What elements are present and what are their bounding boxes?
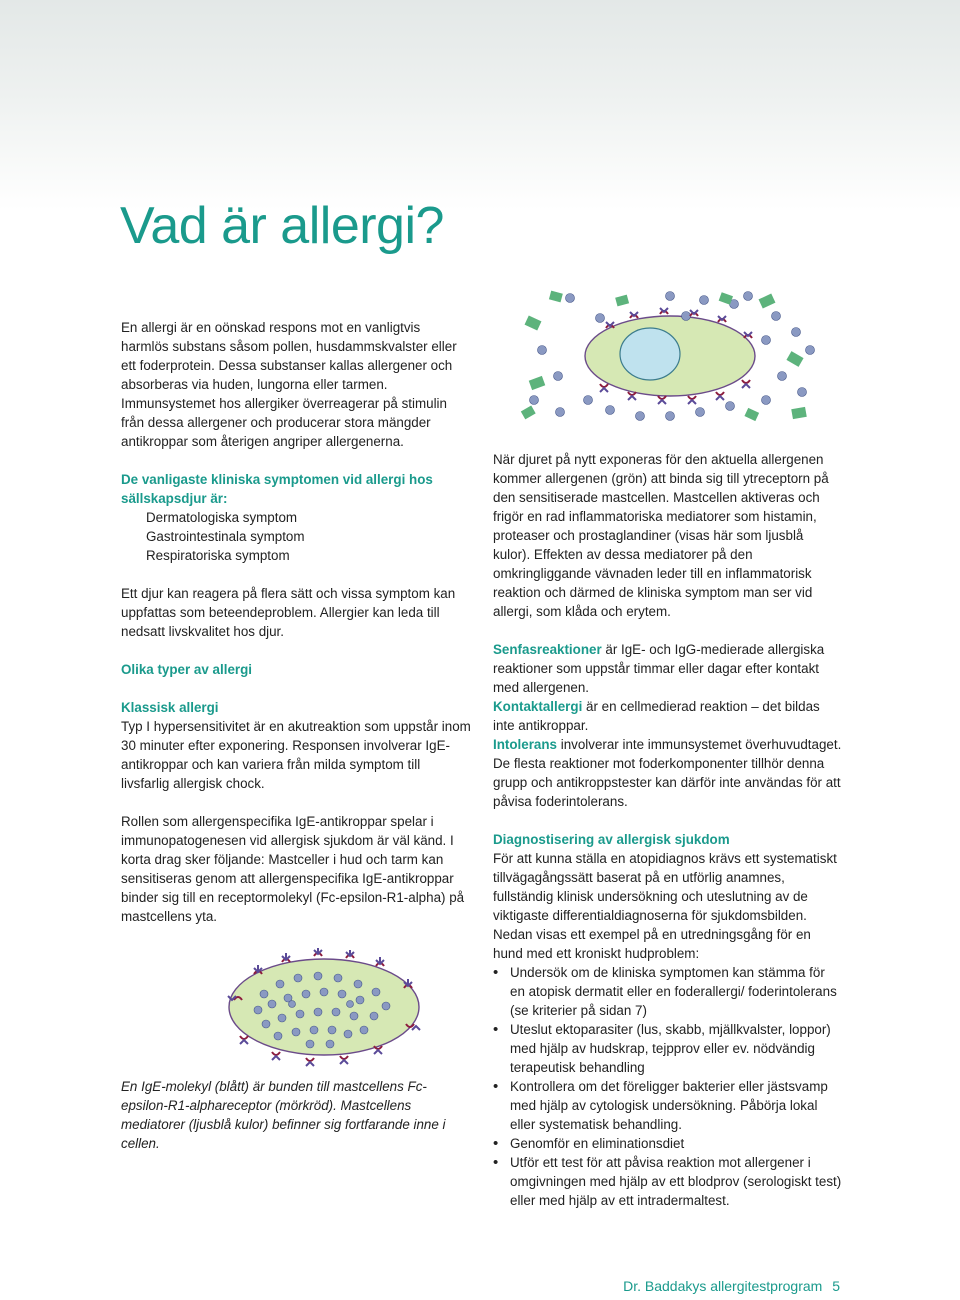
contact-allergy-paragraph [493, 697, 843, 735]
late-phase-text: är IgE- och IgG-medierade allergiska reaktioner som uppstår timmar eller dagar efter kontakt med allergenen. [493, 642, 825, 695]
list-item: • Uteslut ektoparasiter (lus, skabb, mjällkvalster, loppor) med hjälp av hudskrap, tejpprov eller ev. nödvändig terapeutisk behandling [493, 1020, 843, 1077]
contact-allergy-text: är en cellmedierad reaktion – det bildas inte antikroppar. [493, 699, 820, 733]
page-footer [623, 1278, 840, 1294]
allergy-types-heading: Olika typer av allergi [121, 662, 252, 677]
diagnosis-steps-list [493, 963, 843, 1210]
page-number: 5 [832, 1278, 840, 1294]
list-item: • Utför ett test för att påvisa reaktion mot allergener i omgivningen med hjälp av ett blodprov (serologiskt test) eller med hjälp av ett intradermaltest. [493, 1153, 843, 1210]
symptoms-note: Ett djur kan reagera på flera sätt och vissa symptom kan uppfattas som beteendeproblem. Allergier kan leda till nedsatt livskvalitet hos djur. [121, 586, 456, 639]
mast-cell-sensitized-icon [214, 944, 434, 1070]
symptom-item: Dermatologiska symptom [146, 510, 298, 525]
diagnosis-example-intro: Nedan visas ett exempel på en utredningsgång för en hund med ett kroniskt hudproblem: [493, 927, 811, 961]
reexposure-paragraph: När djuret på nytt exponeras för den aktuella allergenen kommer allergenen (grön) att binda sig till ytreceptorn på den sensitiserade mastcellen. Mastcellen aktiveras och frigör en rad inflammatoriska mediatorer som histamin, proteaser och prostaglandiner (visas här som ljusblå kulor). Effekten av dessa mediatorer på den omkringliggande vävnaden leder till en inflammatorisk reaktion och därmed de kliniska symptom man ser vid allergi, som klåda och erytem. [493, 452, 829, 619]
late-phase-paragraph [493, 640, 843, 697]
late-phase-term: Senfasreaktioner [493, 642, 602, 657]
footer-brand: Dr. Baddakys allergitestprogram [623, 1278, 823, 1294]
classic-allergy-heading: Klassisk allergi [121, 700, 219, 715]
intolerance-term: Intolerans [493, 737, 557, 752]
cell-nucleus [620, 328, 680, 380]
diagnosis-heading: Diagnostisering av allergisk sjukdom [493, 832, 730, 847]
intolerance-text: involverar inte immunsystemet överhuvudtaget. De flesta reaktioner mot foderkomponenter tillhör denna grupp och antikroppstester kan därför inte användas för att påvisa foderintolerans. [493, 737, 842, 809]
contact-allergy-term: Kontaktallergi [493, 699, 583, 714]
intro-paragraph: En allergi är en oönskad respons mot en vanligtvis harmlös substans såsom pollen, husdammskvalster eller ett foderprotein. Dessa substanser kallas allergener och absorberas via huden, lungorna eller tarmen. Immunsystemet hos allergiker överreagerar på stimulin från dessa allergener och producerar stora mängder antikroppar som återigen angriper allergenerna. [121, 320, 457, 449]
list-item: • Genomför en eliminationsdiet [493, 1134, 843, 1153]
list-item: • Kontrollera om det föreligger bakterier eller jästsvamp med hjälp av cytologisk undersökning. Påbörja lokal eller systematisk behandling. [493, 1077, 843, 1134]
ige-role-text: Rollen som allergenspecifika IgE-antikroppar spelar i immunopatogenesen vid allergisk sjukdom är väl känd. I korta drag sker följande: Mastceller i hud och tarm kan sensitiseras genom att allergenspecifika IgE-antikroppar binder sig till en receptormolekyl (Fc-epsilon-R1-alpha) på mastcellens yta. [121, 814, 465, 924]
symptom-item: Respiratoriska symptom [146, 548, 290, 563]
intolerance-paragraph [493, 735, 843, 811]
illustration-caption: En IgE-molekyl (blått) är bunden till mastcellens Fc-epsilon-R1-alphareceptor (mörkröd). Mastcellens mediatorer (ljusblå kulor) befinner sig fortfarande inne i cellen. [121, 1079, 446, 1151]
symptoms-heading: De vanligaste kliniska symptomen vid allergi hos sällskapsdjur är: [121, 472, 433, 506]
left-column [121, 318, 471, 926]
list-item: • Undersök om de kliniska symptomen kan stämma för en atopisk dermatit eller en foderallergi/ foderintolerans (se kriterier på sidan 7) [493, 963, 843, 1020]
diagnosis-text: För att kunna ställa en atopidiagnos krävs ett systematiskt tillvägagångssätt baserat på en utförlig anamnes, fullständig klinisk undersökning och uteslutning av de viktigaste differentialdiagnoserna för sjukdomsbilden. [493, 851, 837, 923]
mast-cell-activated-icon [520, 288, 820, 426]
header-band [0, 0, 960, 210]
symptom-item: Gastrointestinala symptom [146, 529, 305, 544]
right-column [493, 450, 843, 1210]
page-title: Vad är allergi? [120, 197, 444, 255]
classic-allergy-text: Typ I hypersensitivitet är en akutreaktion som uppstår inom 30 minuter efter exponering. Responsen involverar IgE-antikroppar och kan variera från milda symptom till livsfarlig allergisk chock. [121, 719, 471, 791]
